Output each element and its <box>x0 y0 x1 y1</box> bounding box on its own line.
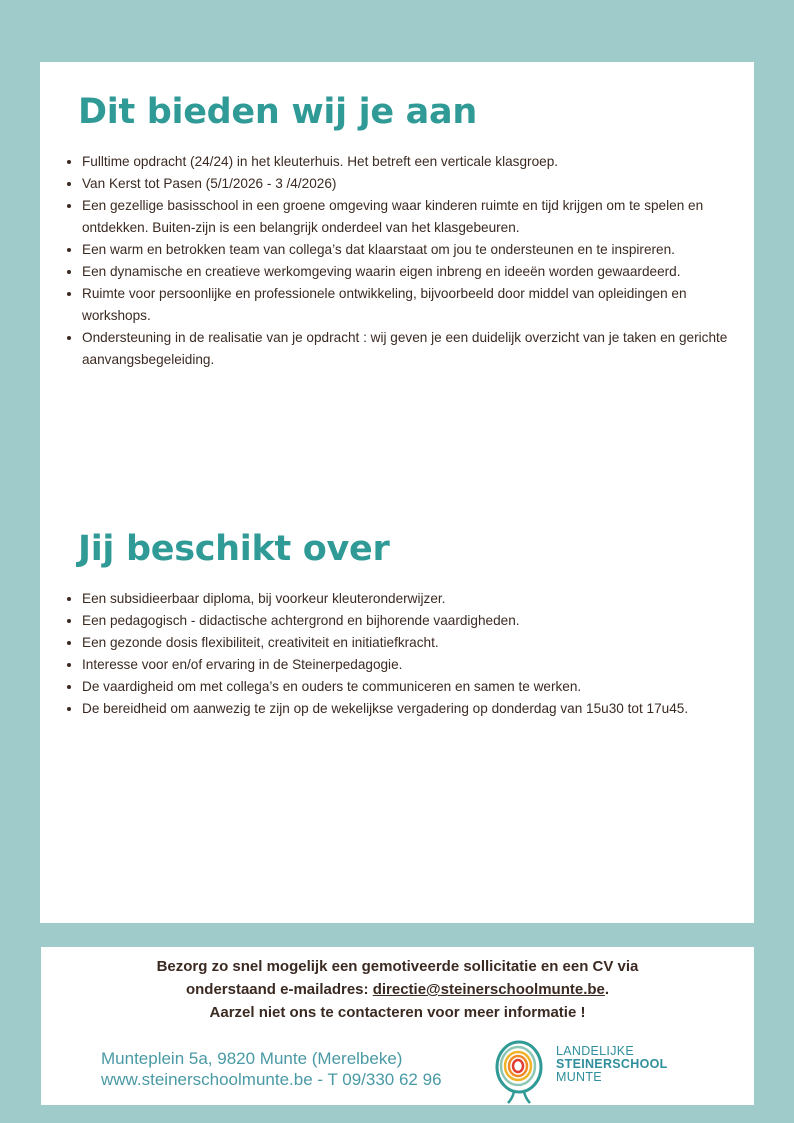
list-item: Een dynamische en creatieve werkomgeving waarin eigen inbreng en ideeën worden gewaardeerd. <box>82 261 744 283</box>
list-item: Van Kerst tot Pasen (5/1/2026 - 3 /4/2026) <box>82 173 744 195</box>
content-card <box>40 62 754 923</box>
address-line: Munteplein 5a, 9820 Munte (Merelbeke) <box>101 1049 403 1068</box>
list-item: Een warm en betrokken team van collega’s dat klaarstaat om jou te ondersteunen en te inspireren. <box>82 239 744 261</box>
requirements-list <box>66 588 744 720</box>
list-item: Een gezellige basisschool in een groene omgeving waar kinderen ruimte en tijd krijgen om te spelen en ontdekken. Buiten-zijn is een belangrijk onderdeel van het klasgebeuren. <box>82 195 744 239</box>
cta-line-1: Bezorg zo snel mogelijk een gemotiveerde sollicitatie en een CV via <box>156 958 639 975</box>
footer-panel <box>41 947 754 1105</box>
offer-list <box>66 151 744 371</box>
list-item: Fulltime opdracht (24/24) in het kleuterhuis. Het betreft een verticale klasgroep. <box>82 151 744 173</box>
list-item: Een pedagogisch - didactische achtergrond en bijhorende vaardigheden. <box>82 610 744 632</box>
cta-line-2: onderstaand e-mailadres: directie@steinerschoolmunte.be. <box>185 981 610 998</box>
logo-wordmark: LANDELIJKE STEINERSCHOOL MUNTE <box>556 1044 668 1084</box>
list-item: Een gezonde dosis flexibiliteit, creativiteit en initiatiefkracht. <box>82 632 744 654</box>
list-item: De bereidheid om aanwezig te zijn op de wekelijkse vergadering op donderdag van 15u30 tot 17u45. <box>82 698 744 720</box>
list-item: Interesse voor en/of ervaring in de Steinerpedagogie. <box>82 654 744 676</box>
offer-heading: Dit bieden wij je aan <box>78 92 477 132</box>
call-to-action <box>41 955 754 1024</box>
contact-address <box>101 1048 442 1090</box>
school-logo-icon <box>494 1035 544 1105</box>
email-link[interactable]: directie@steinerschoolmunte.be <box>372 981 605 998</box>
website-phone-line: www.steinerschoolmunte.be - T 09/330 62 96 <box>101 1070 442 1089</box>
list-item: De vaardigheid om met collega’s en ouders te communiceren en samen te werken. <box>82 676 744 698</box>
list-item: Ondersteuning in de realisatie van je opdracht : wij geven je een duidelijk overzicht van je taken en gerichte aanvangsbegeleiding. <box>82 327 744 371</box>
list-item: Ruimte voor persoonlijke en professionele ontwikkeling, bijvoorbeeld door middel van opleidingen en workshops. <box>82 283 744 327</box>
requirements-heading: Jij beschikt over <box>78 529 390 569</box>
cta-line-3: Aarzel niet ons te contacteren voor meer informatie ! <box>209 1004 586 1021</box>
list-item: Een subsidieerbaar diploma, bij voorkeur kleuteronderwijzer. <box>82 588 744 610</box>
